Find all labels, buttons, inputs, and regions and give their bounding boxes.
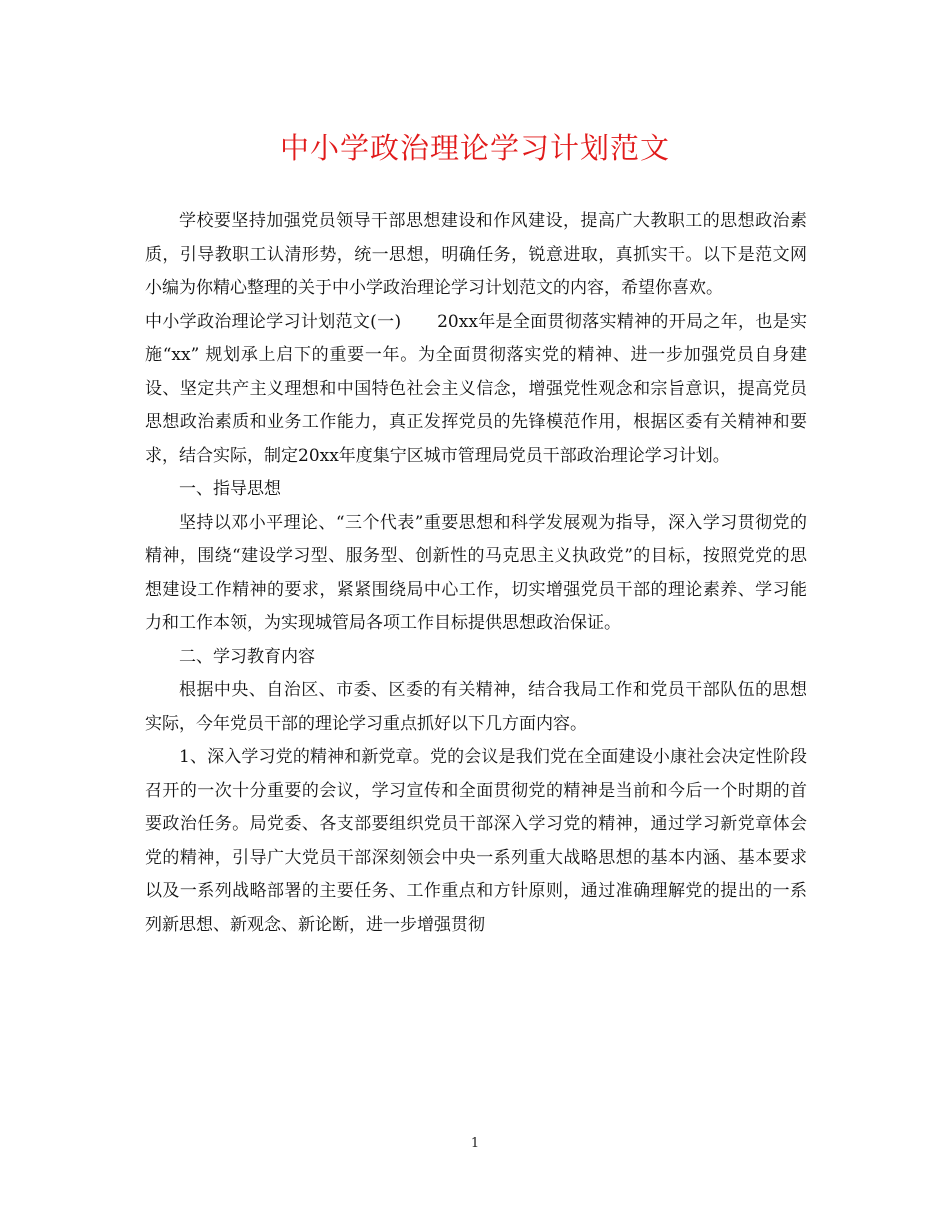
- section-label: 中小学政治理论学习计划范文(一): [145, 311, 402, 332]
- paragraph-item-1: 1、深入学习党的精神和新党章。党的会议是我们党在全面建设小康社会决定性阶段召开的一次十分重要的会议，学习宣传和全面贯彻党的精神是当前和今后一个时期的首要政治任务。局党委、各支部要组织党员干部深入学习党的精神，通过学习新党章体会党的精神，引导广大党员干部深刻领会中央一系列重大战略思想的基本内涵、基本要求以及一系列战略部署的主要任务、工作重点和方针原则，通过准确理解党的提出的一系列新思想、新观念、新论断，进一步增强贯彻: [145, 747, 807, 935]
- heading-study-content: 二、学习教育内容: [179, 646, 315, 667]
- paragraph-study-content: 根据中央、自治区、市委、区委的有关精神，结合我局工作和党员干部队伍的思想实际，今年党员干部的理论学习重点抓好以下几方面内容。: [145, 680, 807, 734]
- document-body: [145, 205, 807, 942]
- heading-guiding-thought: 一、指导思想: [179, 479, 281, 499]
- section-text: 20xx年是全面贯彻落实精神的开局之年，也是实施“xx” 规划承上启下的重要一年。为全面贯彻落实党的精神、进一步加强党员自身建设、坚定共产主义理想和中国特色社会主义信念，增强党性观念和宗旨意识，提高党员思想政治素质和业务工作能力，真正发挥党员的先锋模范作用，根据区委有关精神和要求，结合实际，制定20xx年度集宁区城市管理局党员干部政治理论学习计划。: [145, 311, 808, 466]
- intro-paragraph: 学校要坚持加强党员领导干部思想建设和作风建设，提高广大教职工的思想政治素质，引导教职工认清形势，统一思想，明确任务，锐意进取，真抓实干。以下是范文网小编为你精心整理的关于中小学政治理论学习计划范文的内容，希望你喜欢。: [145, 211, 807, 298]
- paragraph-guiding-thought: 坚持以邓小平理论、“三个代表”重要思想和科学发展观为指导，深入学习贯彻党的精神，围绕“建设学习型、服务型、创新性的马克思主义执政党”的目标，按照党党的思想建设工作精神的要求，紧紧围绕局中心工作，切实增强党员干部的理论素养、学习能力和工作本领，为实现城管局各项工作目标提供思想政治保证。: [145, 512, 807, 633]
- page-title: 中小学政治理论学习计划范文: [279, 131, 670, 165]
- page-number: 1: [470, 1136, 480, 1151]
- section-paragraph: [145, 306, 807, 474]
